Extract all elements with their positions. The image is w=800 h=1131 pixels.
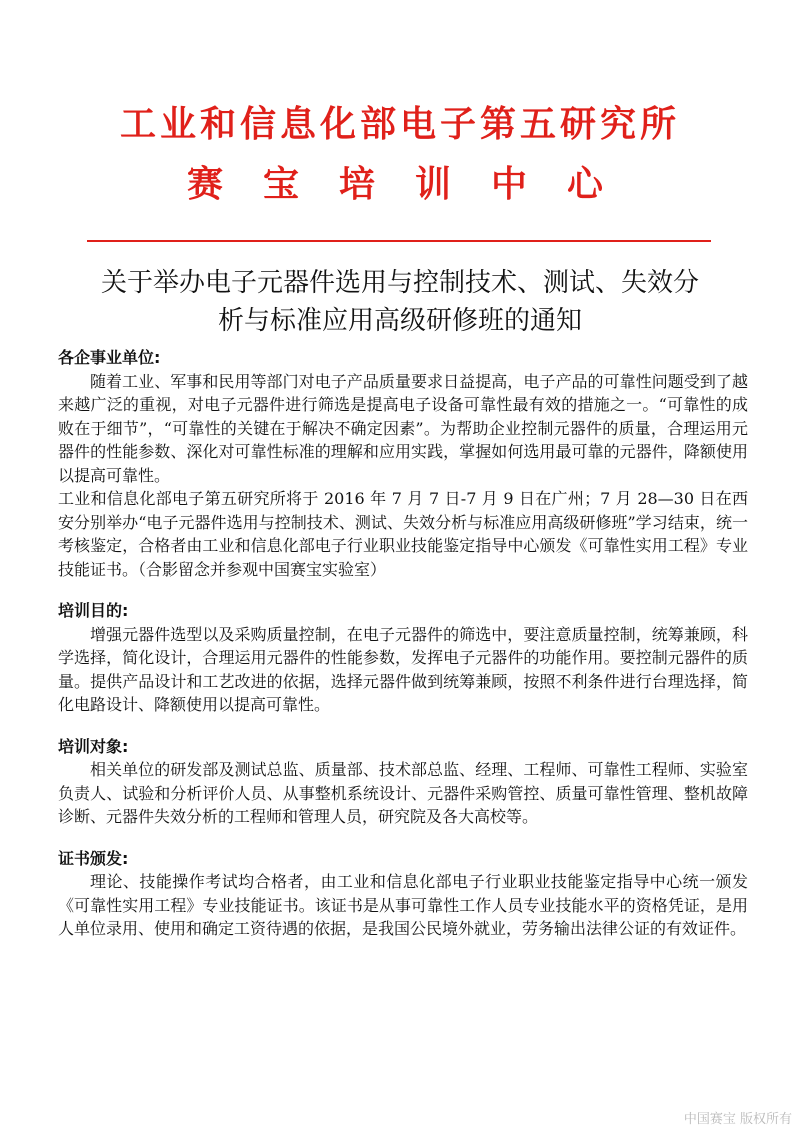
- intro-paragraph: 随着工业、军事和民用等部门对电子产品质量要求日益提高，电子产品的可靠性问题受到了越来越广泛的重视，对电子元器件进行筛选是提高电子设备可靠性最有效的措施之一。“可靠性的成败在于细节”，“可靠性的关键在于解决不确定因素”。为帮助企业控制元器件的质量，合理运用元器件的性能参数、深化对可靠性标准的理解和应用实践，掌握如何选用最可靠的元器件，降额使用以提高可靠性。: [58, 371, 748, 485]
- section-heading-purpose: 培训目的:: [58, 601, 129, 620]
- salutation: 各企事业单位:: [58, 348, 161, 367]
- header-divider: [87, 240, 711, 242]
- section-body-audience: 相关单位的研发部及测试总监、质量部、技术部总监、经理、工程师、可靠性工程师、实验室负责人、试验和分析评价人员、从事整机系统设计、元器件采购管控、质量可靠性管理、整机故障诊断、元器件失效分析的工程师和管理人员，研究院及各大高校等。: [58, 760, 748, 826]
- header-center-name: 赛宝培训中心: [186, 163, 643, 205]
- notice-title-line-1: 关于举办电子元器件选用与控制技术、测试、失效分: [100, 268, 699, 298]
- copyright-watermark: 中国赛宝 版权所有: [683, 1112, 792, 1127]
- notice-title-line-2: 析与标准应用高级研修班的通知: [217, 306, 582, 336]
- notice-title: [40, 264, 760, 340]
- header-organization-name: 工业和信息化部电子第五研究所: [119, 103, 680, 145]
- section-body-certificate: 理论、技能操作考试均合格者，由工业和信息化部电子行业职业技能鉴定指导中心统一颁发《可靠性实用工程》专业技能证书。该证书是从事可靠性工作人员专业技能水平的资格凭证，是用人单位录用、使用和确定工资待遇的依据，是我国公民境外就业，劳务输出法律公证的有效证件。: [58, 872, 748, 938]
- event-paragraph: 工业和信息化部电子第五研究所将于 2016 年 7 月 7 日-7 月 9 日在广州；7 月 28—30 日在西安分别举办“电子元器件选用与控制技术、测试、失效分析与标准应用高级研修班”学习结束，统一考核鉴定，合格者由工业和信息化部电子行业职业技能鉴定指导中心颁发《可靠性实用工程》专业技能证书。（合影留念并参观中国赛宝实验室）: [58, 489, 748, 579]
- notice-body: [58, 346, 748, 941]
- section-heading-certificate: 证书颁发:: [58, 848, 129, 868]
- section-body-purpose: 增强元器件选型以及采购质量控制，在电子元器件的筛选中，要注意质量控制，统筹兼顾，科学选择，简化设计，合理运用元器件的性能参数，发挥电子元器件的功能作用。要控制元器件的质量。提供产品设计和工艺改进的依据，选择元器件做到统筹兼顾，按照不利条件进行台理选择，简化电路设计、降额使用以提高可靠性。: [58, 624, 748, 714]
- section-heading-audience: 培训对象:: [58, 736, 129, 756]
